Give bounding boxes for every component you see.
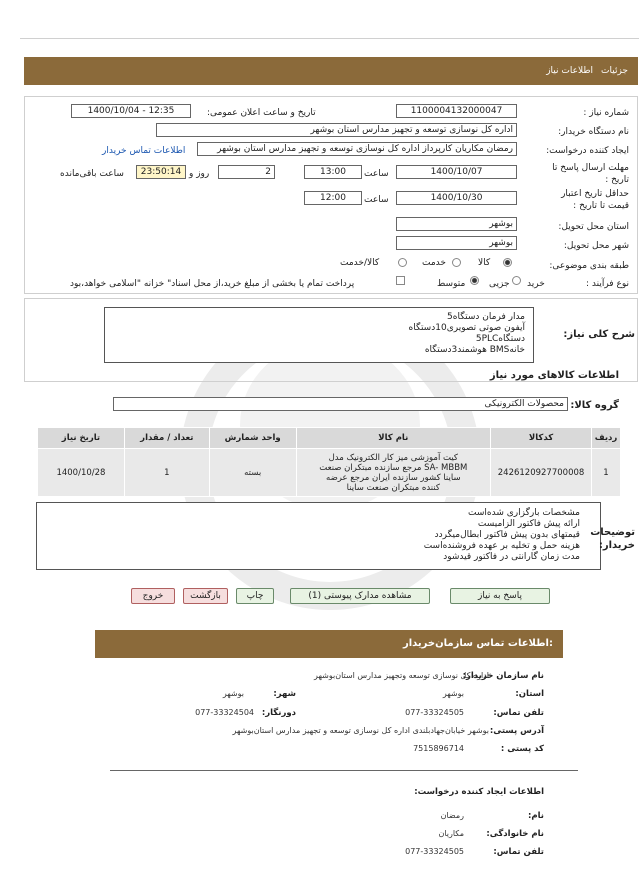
contact-city-label: شهر: <box>273 689 296 699</box>
treasury-payment-note: پرداخت تمام یا بخشی از مبلغ خرید،از محل اسناد" خزانه "اسلامی خواهد،بود <box>70 279 355 289</box>
buyer-note-line-2: ارائه پیش فاکتور الزامیست <box>477 519 580 529</box>
view-documents-button[interactable]: مشاهده مدارک پیوستی (1) <box>290 588 430 604</box>
contact-org-value: اداره کل نوسازی توسعه وتجهیز مدارس استان‌بوشهر <box>314 671 489 680</box>
contact-phone-value: 077-33324505 <box>405 708 464 717</box>
validity-label-1: حداقل تاریخ اعتبار <box>561 189 629 199</box>
summary-label: شرح کلی نیاز: <box>563 329 635 340</box>
col-index: ردیف <box>592 428 621 449</box>
summary-line-2: آیفون صوتی تصویری10دستگاه <box>408 323 525 333</box>
contact-address-value: بوشهر خیابان‌جهاد‌بلندی اداره کل نوسازی توسعه و تجهیز مدارس استان‌بوشهر <box>232 726 489 735</box>
goods-group-label: گروه کالا: <box>570 400 619 411</box>
contact-postal-label: کد پستی : <box>500 744 544 754</box>
contact-city-value: بوشهر <box>222 689 244 698</box>
contact-header <box>95 630 563 658</box>
row-index: 1 <box>592 449 621 497</box>
city-field: بوشهر <box>396 236 517 250</box>
category-option-goods-service: کالا/خدمت <box>340 258 380 268</box>
process-radio-medium[interactable] <box>470 276 479 285</box>
contact-title: اطلاعات تماس سازمان‌خریدار: <box>402 638 553 649</box>
goods-group-field: محصولات الکترونیکی <box>113 397 568 411</box>
province-field: بوشهر <box>396 217 517 231</box>
creator-info-title: اطلاعات ایجاد کننده درخواست: <box>414 787 544 797</box>
deadline-time-field: 13:00 <box>304 165 362 179</box>
exit-button[interactable]: خروج <box>131 588 175 604</box>
need-number-field: 1100004132000047 <box>396 104 517 118</box>
summary-line-1: مدار فرمان دستگاه5 <box>447 312 525 322</box>
category-option-goods: کالا <box>478 258 491 268</box>
contact-divider <box>110 770 578 771</box>
col-name: نام کالا <box>296 428 490 449</box>
col-qty: تعداد / مقدار <box>124 428 209 449</box>
top-divider <box>20 38 639 39</box>
contact-province-label: استان: <box>515 689 544 699</box>
buyer-note-line-5: مدت زمان گارانتی در فاکتور قیدشود <box>443 552 580 562</box>
announce-field: 1400/10/04 - 12:35 <box>71 104 191 118</box>
row-qty: 1 <box>124 449 209 497</box>
tab-need-info[interactable]: اطلاعات نیاز <box>546 66 593 76</box>
category-radio-goods[interactable] <box>503 258 512 267</box>
validity-label-2: قیمت تا تاریخ : <box>573 201 629 211</box>
header-bar <box>24 57 638 85</box>
summary-line-3: دستگاه5PLC <box>475 334 525 344</box>
reply-button[interactable]: پاسخ به نیاز <box>450 588 550 604</box>
buyer-note-line-1: مشخصات بارگزاری شده‌است <box>468 508 580 518</box>
days-label: روز و <box>189 169 210 179</box>
row-name-line-4: کننده مبتکران صنعت ساینا <box>346 482 440 493</box>
process-option-purchase: خرید <box>527 279 545 289</box>
buyer-label: نام دستگاه خریدار: <box>558 127 629 137</box>
goods-table-header <box>38 428 621 449</box>
buyer-note-line-4: هزینه حمل و تخلیه بر عهده فروشنده‌است <box>423 541 580 551</box>
treasury-payment-checkbox[interactable] <box>396 276 405 285</box>
buyer-notes-label-1: توضیحات <box>590 527 635 538</box>
col-code: کدکالا <box>491 428 592 449</box>
deadline-label-2: تاریخ : <box>605 175 629 185</box>
print-button[interactable]: چاپ <box>236 588 274 604</box>
process-radio-minor[interactable] <box>512 276 521 285</box>
contact-org-label: نام سازمان خریدار: <box>462 671 544 681</box>
creator-field: رمضان مکاریان کارپرداز اداره کل نوسازی توسعه و تجهیز مدارس استان بوشهر <box>197 142 517 156</box>
creator-phone-value: 077-33324505 <box>405 847 464 856</box>
summary-box <box>104 307 534 363</box>
process-option-minor: جزیی <box>489 279 510 289</box>
creator-family-label: نام خانوادگی: <box>486 829 544 839</box>
announce-label: تاریخ و ساعت اعلان عمومی: <box>207 108 316 118</box>
remaining-label: ساعت باقی‌مانده <box>60 169 124 179</box>
contact-fax-label: دورنگار: <box>261 708 296 718</box>
process-option-medium: متوسط <box>437 279 466 289</box>
category-option-service: خدمت <box>422 258 446 268</box>
province-label: استان محل تحویل: <box>558 222 629 232</box>
contact-postal-value: 7515896714 <box>413 744 464 753</box>
process-label: نوع فرآیند : <box>586 279 629 289</box>
buyer-notes-label-2: خریدار: <box>598 540 635 551</box>
buyer-contact-link[interactable]: اطلاعات تماس خریدار <box>102 146 186 156</box>
row-name <box>296 449 490 497</box>
city-label: شهر محل تحویل: <box>563 241 629 251</box>
need-number-label: شماره نیاز : <box>583 108 629 118</box>
validity-time-label: ساعت <box>364 195 389 205</box>
row-name-line-3: ساینا کشور سازنده ایران مرجع عرضه <box>326 472 461 483</box>
category-label: طبقه بندی موضوعی: <box>549 261 629 271</box>
contact-province-value: بوشهر <box>442 689 464 698</box>
goods-section-title: اطلاعات کالاهای مورد نیاز <box>489 370 619 381</box>
deadline-time-label: ساعت <box>364 169 389 179</box>
col-unit: واحد شمارش <box>209 428 296 449</box>
buyer-note-line-3: قیمتهای بدون پیش فاکتور ابطال‌میگردد <box>434 530 580 540</box>
creator-name-value: رمضان <box>440 811 464 820</box>
contact-fax-value: 077-33324504 <box>195 708 254 717</box>
col-date: تاریخ نیاز <box>38 428 125 449</box>
creator-name-label: نام: <box>527 811 544 821</box>
goods-table <box>37 427 621 497</box>
creator-family-value: مکاریان <box>438 829 464 838</box>
table-row <box>38 449 621 497</box>
validity-time-field: 12:00 <box>304 191 362 205</box>
tab-details[interactable]: جزئیات <box>601 66 628 76</box>
row-code: 2426120927700008 <box>491 449 592 497</box>
row-date: 1400/10/28 <box>38 449 125 497</box>
buyer-field: اداره کل نوسازی توسعه و تجهیز مدارس استان بوشهر <box>156 123 517 137</box>
deadline-label-1: مهلت ارسال پاسخ تا <box>552 163 629 173</box>
category-radio-goods-service[interactable] <box>398 258 407 267</box>
category-radio-service[interactable] <box>452 258 461 267</box>
days-field: 2 <box>218 165 275 179</box>
row-name-line-1: کیت آموزشی میز کار الکترونیک مدل <box>328 452 458 463</box>
summary-line-4: خانهBMS هوشمند3دستگاه <box>424 345 525 355</box>
back-button[interactable]: بازگشت <box>183 588 228 604</box>
creator-phone-label: تلفن تماس: <box>493 847 544 857</box>
buyer-notes-box <box>36 502 601 570</box>
deadline-date-field: 1400/10/07 <box>396 165 517 179</box>
row-unit: بسته <box>209 449 296 497</box>
remaining-time-field: 23:50:14 <box>136 165 186 179</box>
validity-date-field: 1400/10/30 <box>396 191 517 205</box>
creator-label: ایجاد کننده درخواست: <box>546 146 629 156</box>
contact-address-label: آدرس پستی: <box>489 726 544 736</box>
row-name-line-2: SA- MBBM مرجع سازنده مبتکران صنعت <box>319 462 468 473</box>
contact-phone-label: تلفن تماس: <box>493 708 544 718</box>
